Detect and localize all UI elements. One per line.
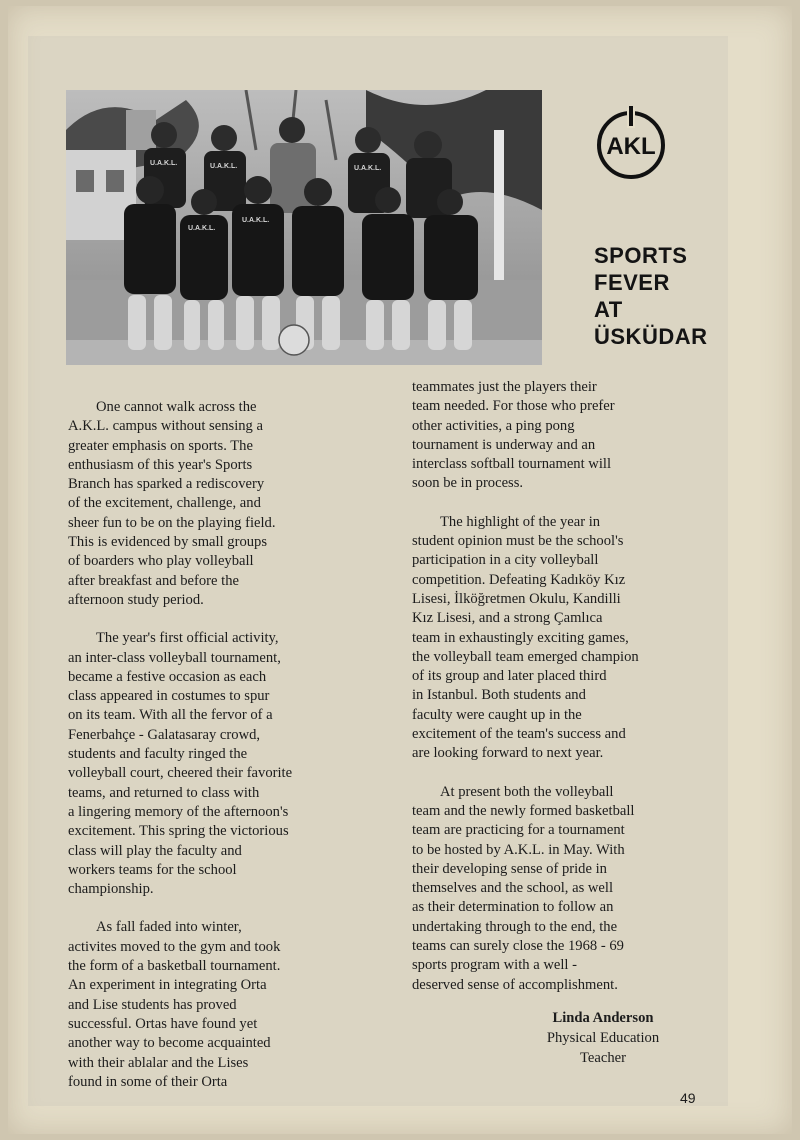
text-line: enthusiasm of this year's Sports [68, 456, 253, 473]
text-line: an inter-class volleyball tournament, [68, 649, 281, 666]
author-title: Teacher [580, 1050, 626, 1066]
text-line: of its group and later placed third [412, 668, 607, 685]
text-line: excitement. This spring the victorious [68, 823, 289, 840]
text-line: championship. [68, 881, 154, 898]
jersey-label: U.A.K.L. [150, 160, 178, 167]
jersey-label: U.A.K.L. [210, 163, 238, 170]
magazine-page [8, 6, 792, 1134]
text-line: themselves and the school, as well [412, 880, 614, 897]
text-line: tournament is underway and an [412, 436, 596, 453]
text-line: student opinion must be the school's [412, 533, 624, 550]
jersey-label: U.A.K.L. [242, 217, 270, 224]
text-line: This is evidenced by small groups [68, 534, 268, 551]
text-line: team needed. For those who prefer [412, 398, 615, 415]
author-name: Linda Anderson [552, 1010, 654, 1026]
text-line: faculty were caught up in the [412, 706, 582, 723]
jersey-label: U.A.K.L. [188, 225, 216, 232]
text-line: of boarders who play volleyball [68, 553, 254, 570]
text-line: afternoon study period. [68, 591, 204, 608]
paragraph [412, 513, 722, 764]
text-line: class will play the faculty and [68, 842, 242, 859]
article-column-2 [412, 378, 722, 1014]
text-line: on its team. With all the fervor of a [68, 707, 273, 724]
text-line: sports program with a well - [412, 957, 577, 974]
text-line: of the excitement, challenge, and [68, 495, 261, 512]
text-line: teams, and returned to class with [68, 784, 260, 801]
article-headline [594, 242, 734, 350]
article-column-1 [68, 398, 373, 1111]
text-line: to be hosted by A.K.L. in May. With [412, 841, 625, 858]
text-line: in Istanbul. Both students and [412, 687, 586, 704]
author-title: Physical Education [546, 1030, 660, 1046]
paragraph [412, 378, 722, 494]
text-line: soon be in process. [412, 475, 524, 492]
text-line: a lingering memory of the afternoon's [68, 803, 289, 820]
text-line: their developing sense of pride in [412, 860, 607, 877]
text-line: other activities, a ping pong [412, 417, 575, 434]
text-line: are looking forward to next year. [412, 745, 604, 762]
page-number: 49 [680, 1090, 696, 1106]
text-line: workers teams for the school [68, 861, 237, 878]
text-line: Branch has sparked a rediscovery [68, 476, 265, 493]
text-line: team and the newly formed basketball [412, 802, 635, 819]
paragraph [68, 629, 373, 899]
text-line: as their determination to follow an [412, 899, 614, 916]
text-line: participation in a city volleyball [412, 552, 599, 569]
text-line: An experiment in integrating Orta [68, 977, 267, 994]
text-line: competition. Defeating Kadıköy Kız [412, 571, 626, 588]
text-line: the form of a basketball tournament. [68, 958, 281, 975]
paragraph [68, 398, 373, 610]
text-line: sheer fun to be on the playing field. [68, 514, 276, 531]
author-signature [508, 1008, 698, 1068]
text-line: One cannot walk across the [96, 399, 257, 415]
text-line: class appeared in costumes to spur [68, 688, 270, 705]
text-line: As fall faded into winter, [96, 919, 242, 936]
text-line: successful. Ortas have found yet [68, 1015, 258, 1032]
text-line: the volleyball team emerged champion [412, 648, 639, 665]
text-line: The year's first official activity, [96, 630, 279, 647]
headline-line: FEVER [594, 270, 670, 295]
text-line: Lisesi, İlköğretmen Okulu, Kandilli [412, 590, 621, 607]
jersey-label: U.A.K.L. [354, 165, 382, 172]
headline-line: ÜSKÜDAR [594, 324, 708, 349]
text-line: became a festive occasion as each [68, 668, 267, 685]
text-line: with their ablalar and the Lises [68, 1054, 249, 1071]
text-line: found in some of their Orta [68, 1073, 228, 1090]
text-line: activites moved to the gym and took [68, 938, 281, 955]
text-line: excitement of the team's success and [412, 726, 626, 743]
paragraph [68, 918, 373, 1092]
text-line: team in exhaustingly exciting games, [412, 629, 629, 646]
text-line: Fenerbahçe - Galatasaray crowd, [68, 726, 261, 743]
text-line: another way to become acquainted [68, 1035, 271, 1052]
text-line: volleyball court, cheered their favorite [68, 765, 293, 782]
text-line: interclass softball tournament will [412, 456, 611, 473]
text-line: team are practicing for a tournament [412, 822, 625, 839]
text-line: after breakfast and before the [68, 572, 239, 589]
text-line: Kız Lisesi, and a strong Çamlıca [412, 610, 603, 627]
text-line: teammates just the players their [412, 379, 597, 395]
text-line: and Lise students has proved [68, 996, 237, 1013]
text-line: A.K.L. campus without sensing a [68, 418, 263, 435]
headline-line: AT [594, 297, 623, 322]
paragraph [412, 783, 722, 995]
text-line: greater emphasis on sports. The [68, 437, 253, 454]
text-line: At present both the volleyball [440, 783, 614, 800]
text-line: undertaking through to the end, the [412, 918, 618, 935]
headline-line: SPORTS [594, 243, 688, 268]
text-line: The highlight of the year in [440, 513, 601, 530]
text-line: students and faculty ringed the [68, 746, 248, 763]
logo-text: AKL [606, 133, 656, 160]
akl-logo [594, 106, 668, 180]
text-line: deserved sense of accomplishment. [412, 976, 618, 993]
text-line: teams can surely close the 1968 - 69 [412, 938, 624, 955]
team-photo [66, 90, 542, 365]
